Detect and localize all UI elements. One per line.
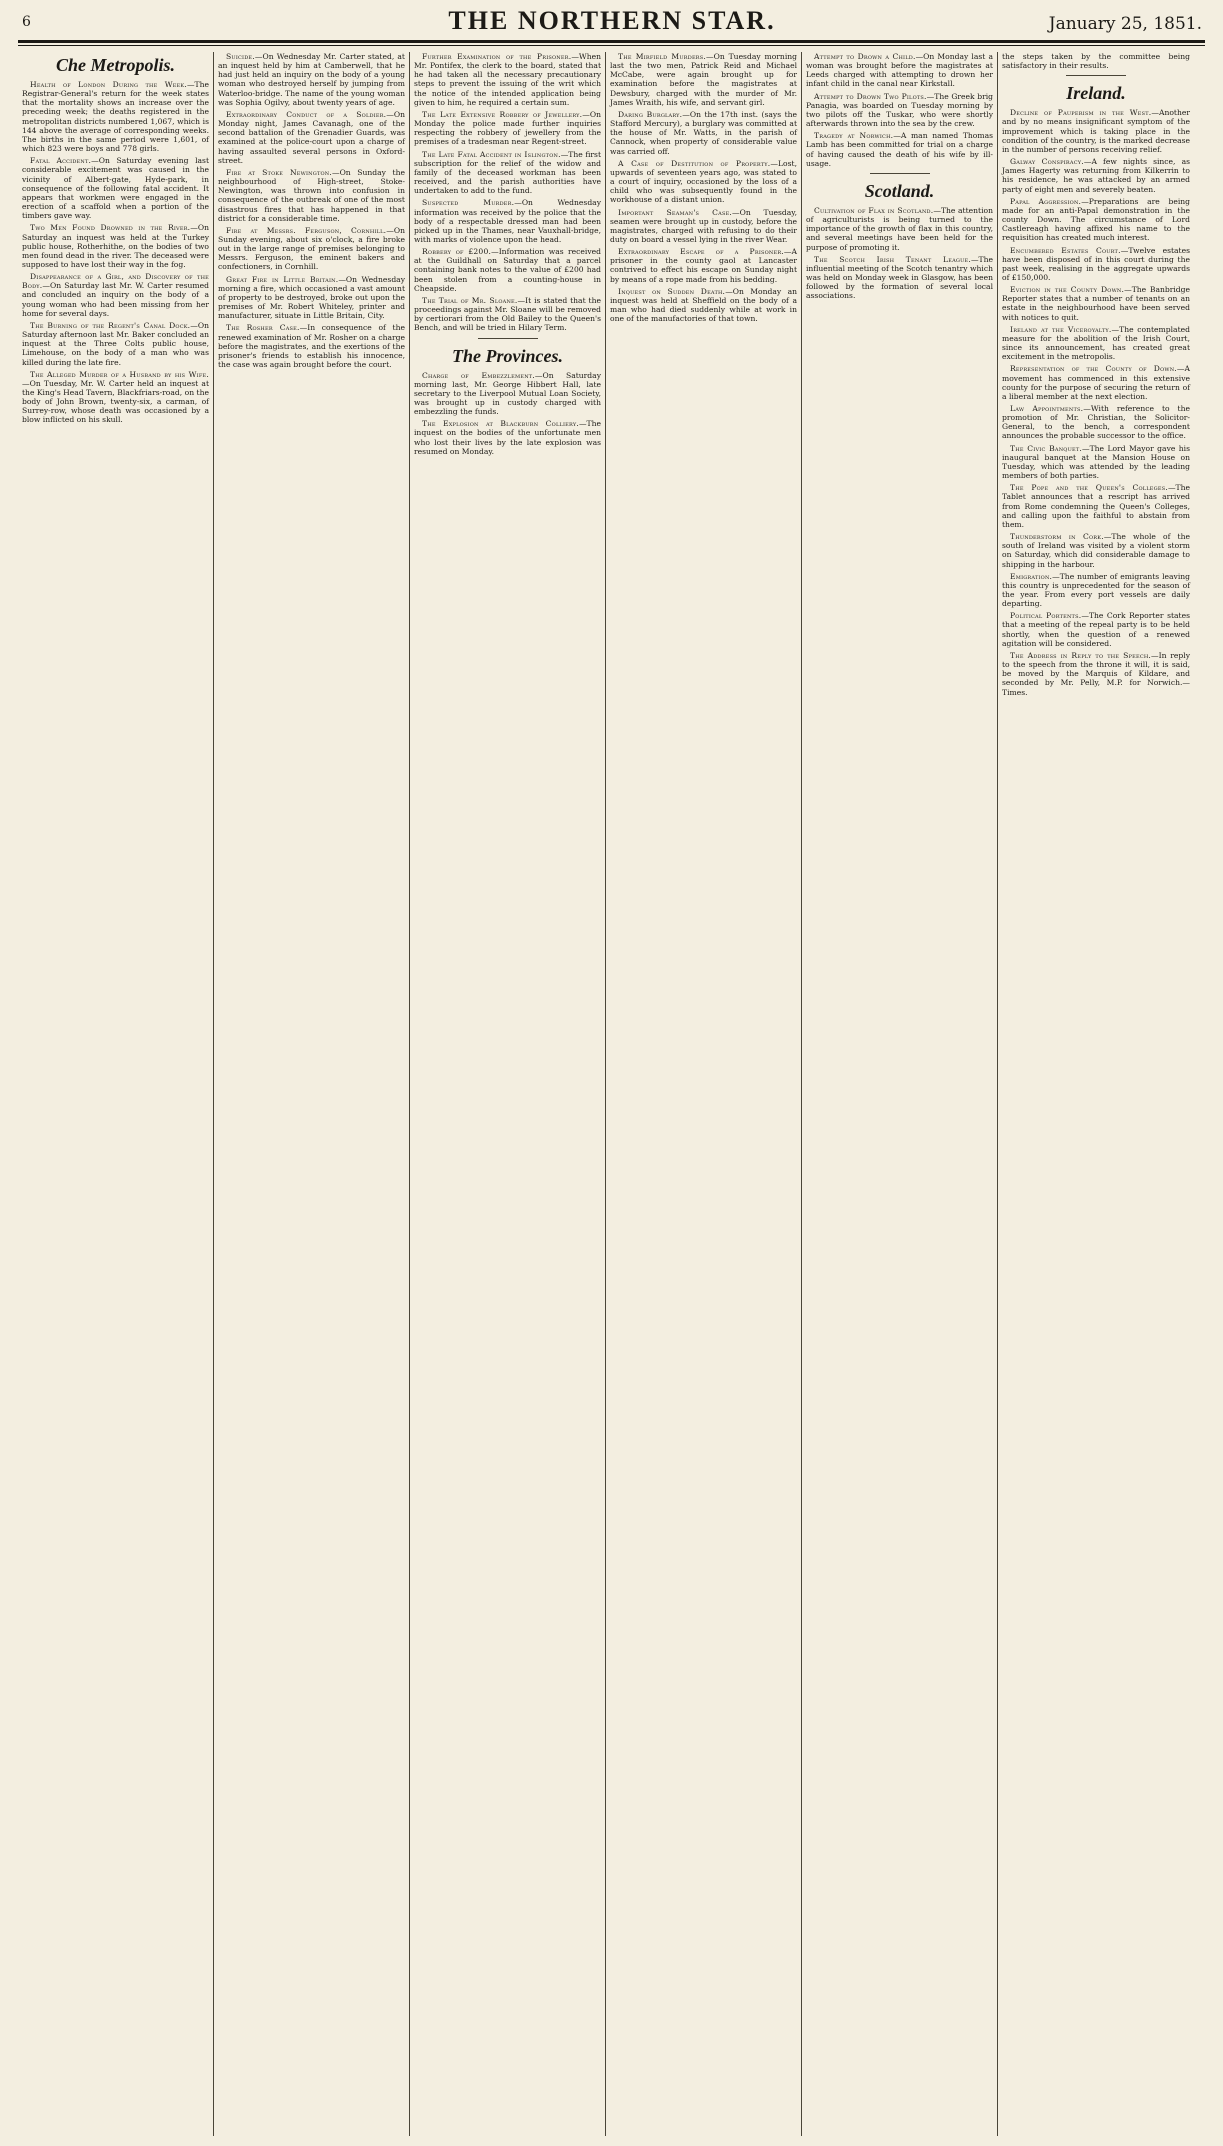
column-6 <box>998 52 1194 2136</box>
article-headline: Law Appointments. <box>1010 404 1084 413</box>
article-body: —The Registrar-General's return for the week states that the mortality shows an increase over the preceding week; the deaths registered in the metropolitan districts numbered 1,067, which is 144 above the average of corresponding weeks. The births in the same period were 1,601, of which 823 were boys and 778 girls. <box>22 80 209 154</box>
section-heading: Scotland. <box>864 180 935 201</box>
article-body: —The attention of agriculturists is being turned to the importance of the growth of flax in this country, and several meetings have been held for the purpose of promoting it. <box>806 205 993 252</box>
article-body: —It is stated that the proceedings against Mr. Sloane will be removed by certiorari from the Old Bailey to the Queen's Bench, and will be tried in Hilary Term. <box>414 295 601 333</box>
article <box>22 223 209 269</box>
article <box>1002 108 1190 154</box>
article <box>414 371 601 417</box>
article <box>22 156 209 220</box>
article-body: —The whole of the south of Ireland was visited by a violent storm on Saturday, which did considerable damage to shipping in the harbour. <box>1002 532 1190 569</box>
article <box>218 52 405 107</box>
article <box>414 296 601 333</box>
article-body: —On the 17th inst. (says the Stafford Mercury), a burglary was committed at the house of Mr. Watts, in the parish of Cannock, when property of considerable value was carried off. <box>610 109 798 156</box>
article-body: —The inquest on the bodies of the unfortunate men who lost their lives by the late explosion was resumed on Monday. <box>414 419 601 456</box>
article-headline: The Address in Reply to the Speech. <box>1010 650 1152 660</box>
article-headline: Tragedy at Norwich. <box>814 131 894 141</box>
article-headline: The Explosion at Blackburn Colliery. <box>422 419 579 429</box>
article-headline: The Civic Banquet. <box>1010 443 1082 453</box>
article <box>414 198 601 244</box>
article-headline: Political Portents. <box>1010 611 1082 621</box>
article-headline: Inquest on Sudden Death. <box>618 286 726 296</box>
article-body: —On Tuesday, Mr. W. Carter held an inquest at the King's Head Tavern, Blackfriars-road, on the body of John Brown, twenty-six, a carman, of Surrey-row, whose death was occasioned by a blow inflicted on his skull. <box>22 378 209 425</box>
article <box>806 255 993 301</box>
article-body: —The number of emigrants leaving this country is unprecedented for the season of the year. From every port vessels are daily departing. <box>1002 571 1190 609</box>
article <box>414 247 601 293</box>
article-headline: Disappearance of a Girl, and Discovery of the Body. <box>22 272 209 291</box>
article-body: —On Monday an inquest was held at Sheffield on the body of a man who had died suddenly while at work in one of the manufactories of that town. <box>610 286 798 324</box>
article-headline: Representation of the County of Down. <box>1010 364 1177 374</box>
article-body: —On Saturday an inquest was held at the Turkey public house, Rotherhithe, on the bodies of two men found dead in the river. The deceased were supposed to have lost their way in the fog. <box>22 223 209 269</box>
article-headline: Encumbered Estates Court. <box>1010 245 1121 255</box>
article-body: —The Lord Mayor gave his inaugural banquet at the Mansion House on Tuesday, which was attended by the leading members of both parties. <box>1002 443 1190 481</box>
article <box>22 80 209 153</box>
article-headline: Decline of Pauperism in the West. <box>1010 108 1152 118</box>
masthead <box>22 6 1202 36</box>
article-headline: Fire at Stoke Newington. <box>226 167 332 177</box>
article-headline: A Case of Destitution of Property. <box>618 158 771 168</box>
column-continuation-text: the steps taken by the committee being satisfactory in their results. <box>1002 52 1190 71</box>
article <box>610 287 797 324</box>
column-4 <box>606 52 802 2136</box>
article-headline: Further Examination of the Prisoner. <box>422 52 572 61</box>
article-body: —A man named Thomas Lamb has been committed for trial on a charge of having caused the death of his wife by ill-usage. <box>806 131 993 168</box>
article-body: —Twelve estates have been disposed of in this court during the past week, realising in the aggregate upwards of £150,000. <box>1002 245 1191 282</box>
article-headline: Suicide. <box>226 52 255 61</box>
article <box>610 52 797 107</box>
article-headline: The Pope and the Queen's Colleges. <box>1010 483 1168 493</box>
article-body: —On Tuesday morning last the two men, Patrick Reid and Michael McCabe, were again brought up for examination before the magistrates at Dewsbury, charged with the murder of Mr. James Wraith, his wife, and servant girl. <box>610 52 797 107</box>
section-heading: The Provinces. <box>452 345 563 366</box>
article <box>218 226 405 272</box>
article-headline: Emigration. <box>1010 571 1053 581</box>
column-2 <box>214 52 410 2136</box>
article <box>610 159 797 205</box>
article-headline: Attempt to Drown a Child. <box>814 52 916 61</box>
article-headline: The Trial of Mr. Sloane. <box>422 295 518 305</box>
article-body: —On Tuesday, seamen were brought up in custody, before the magistrates, charged with refusing to do their duty on board a vessel lying in the river Wear. <box>610 207 797 244</box>
article-body: —On Monday night, James Cavanagh, one of the second battalion of the Grenadier Guards, was examined at the police-court upon a charge of having assaulted several persons in Oxford-street. <box>218 109 405 165</box>
column-grid <box>18 52 1205 2136</box>
article-body: —The influential meeting of the Scotch tenantry which was held on Monday week in Glasgow, has been followed by the formation of several local associations. <box>806 254 993 301</box>
article <box>1002 364 1190 401</box>
article-headline: Extraordinary Escape of a Prisoner. <box>618 247 784 257</box>
article-headline: Daring Burglary. <box>618 109 683 119</box>
article-body: —On Saturday last Mr. W. Carter resumed and concluded an inquiry on the body of a young woman who had been missing from her home for several days. <box>22 281 209 318</box>
article <box>1002 611 1190 648</box>
article <box>806 206 993 252</box>
article-headline: Papal Aggression. <box>1010 196 1082 206</box>
article <box>1002 157 1190 194</box>
column-5 <box>802 52 998 2136</box>
section-heading: Ireland. <box>1066 83 1126 104</box>
article-headline: Two Men Found Drowned in the River. <box>30 223 191 233</box>
article-headline: Eviction in the County Down. <box>1010 285 1125 295</box>
article-body: —Lost, upwards of seventeen years ago, was stated to a court of inquiry, occasioned by the loss of a child who was subsequently found in the workhouse of a distant union. <box>610 158 797 205</box>
article <box>1002 197 1190 243</box>
article-body: —The first subscription for the relief of the widow and family of the deceased workman has been received, and the parish authorities have undertaken to add to the fund. <box>414 149 601 196</box>
article-headline: Galway Conspiracy. <box>1010 157 1084 167</box>
column-1 <box>18 52 214 2136</box>
article <box>1002 483 1190 529</box>
article-body: —Preparations are being made for an anti-Papal demonstration in the county Down. The circumstance of Lord Castlereagh having affixed his name to the requisition has created much interest. <box>1002 196 1190 243</box>
article-body: —On Sunday the neighbourhood of High-street, Stoke-Newington, was thrown into confusion in consequence of the outbreak of one of the most disastrous fires that has happened in that district for a considerable time. <box>218 167 405 223</box>
article-body: —A movement has commenced in this extensive county for the purpose of securing the return of a liberal member at the next election. <box>1002 364 1190 401</box>
article <box>1002 651 1190 697</box>
article-headline: Health of London During the Week. <box>30 80 187 89</box>
article-headline: Suspected Murder. <box>422 198 515 208</box>
article-body: —On Monday the police made further inquiries respecting the robbery of jewellery from the premises of a tradesman near Regent-street. <box>414 109 601 147</box>
column-3 <box>410 52 606 2136</box>
article <box>1002 246 1190 283</box>
article-headline: The Rosher Case. <box>226 323 300 333</box>
article-body: —A prisoner in the county gaol at Lancaster contrived to effect his escape on Sunday night by means of a rope made from his bedding. <box>610 247 797 284</box>
article <box>218 168 405 223</box>
article <box>1002 532 1190 569</box>
article <box>1002 404 1190 441</box>
article <box>806 131 993 168</box>
article-body: —On Monday last a woman was brought before the magistrates at Leeds charged with attempting to drown her infant child in the canal near Kirkstall. <box>806 52 993 89</box>
article <box>806 52 993 89</box>
article-headline: Ireland at the Viceroyalty. <box>1010 324 1112 334</box>
article <box>414 110 601 147</box>
article <box>806 92 993 129</box>
article <box>218 275 405 321</box>
article-body: —On Wednesday morning a fire, which occasioned a vast amount of property to be destroyed, broke out upon the premises of Mr. Robert Whiteley, printer and manufacturer, situate in Little Britain, City. <box>218 274 406 321</box>
article <box>610 110 797 156</box>
article-headline: Thunderstorm in Cork. <box>1010 532 1104 542</box>
section-heading: Che Metropolis. <box>55 55 175 75</box>
masthead-rule <box>18 40 1205 43</box>
article-body: —In consequence of the renewed examination of Mr. Rosher on a charge before the magistrates, and the exertions of the prisoner's friends to establish his innocence, the case was again brought before the court. <box>218 323 405 369</box>
article-headline: Charge of Embezzlement. <box>422 370 535 380</box>
article <box>610 208 797 245</box>
article-headline: Fatal Accident. <box>30 156 92 166</box>
article <box>414 52 601 107</box>
article-headline: Cultivation of Flax in Scotland. <box>814 205 934 215</box>
article-body: —The Tablet announces that a rescript has arrived from Rome condemning the Queen's Colleges, and calling upon the faithful to abstain from them. <box>1002 483 1190 529</box>
article-body: —On Wednesday information was received by the police that the body of a respectable dressed man had been picked up in the Thames, near Vauxhall-bridge, with marks of violence upon the head. <box>414 198 601 244</box>
article-headline: The Late Extensive Robbery of Jewellery. <box>422 109 583 119</box>
article <box>1002 572 1190 609</box>
article-headline: Important Seaman's Case. <box>618 207 733 217</box>
article-body: —The contemplated measure for the abolition of the Irish Court, since its announcement, has created great excitement in the metropolis. <box>1002 324 1190 362</box>
article <box>1002 325 1190 362</box>
article-body: —The Cork Reporter states that a meeting of the repeal party is to be held shortly, when the question of a renewed agitation will be considered. <box>1002 611 1190 648</box>
article-body: —Information was received at the Guildhall on Saturday that a parcel containing bank notes to the value of £200 had been stolen from a counting-house in Cheapside. <box>414 247 601 293</box>
section-divider <box>870 173 930 174</box>
article-headline: Robbery of £200. <box>422 247 492 257</box>
issue-date: January 25, 1851. <box>1048 14 1202 34</box>
article-headline: Extraordinary Conduct of a Soldier. <box>226 109 387 119</box>
article <box>1002 285 1190 322</box>
article <box>414 419 601 456</box>
article <box>22 370 209 425</box>
article-body: —On Sunday evening, about six o'clock, a fire broke out in the large range of premises belonging to Messrs. Ferguson, the eminent bakers and confectioners, in Cornhill. <box>218 225 405 272</box>
section-divider <box>1066 75 1126 76</box>
article <box>1002 444 1190 481</box>
article-body: —The Banbridge Reporter states that a number of tenants on an estate in the neighbourhood have been served with notices to quit. <box>1002 285 1190 322</box>
article-body: —Another and by no means insignificant symptom of the improvement which is taking place in the condition of the country, is the marked decrease in the number of persons receiving relief. <box>1002 108 1190 154</box>
article <box>610 247 797 284</box>
newspaper-title: THE NORTHERN STAR. <box>448 6 776 35</box>
masthead-rule-thin <box>18 45 1205 46</box>
article-body: —On Saturday evening last considerable excitement was caused in the vicinity of Albert-gate, Hyde-park, in consequence of the following fatal accident. It appears that workmen were engaged in the erection of a scaffold when a portion of the timbers gave way. <box>22 156 210 221</box>
article <box>218 110 405 165</box>
article-body: —On Saturday afternoon last Mr. Baker concluded an inquest at the Three Colts public house, Limehouse, on the body of a man who was killed during the late fire. <box>22 320 209 367</box>
page-number: 6 <box>22 14 31 30</box>
article-body: —On Wednesday Mr. Carter stated, at an inquest held by him at Camberwell, that he had just held an inquiry on the body of a young woman who destroyed herself by jumping from Waterloo-bridge. The name of the young woman was Sophia Ogilvy, about twenty years of age. <box>218 52 405 107</box>
article-headline: The Scotch Irish Tenant League. <box>814 254 971 264</box>
article-headline: The Late Fatal Accident in Islington. <box>422 149 561 159</box>
article-headline: Attempt to Drown Two Pilots. <box>814 91 927 101</box>
article <box>218 323 405 369</box>
article-body: —When Mr. Pontifex, the clerk to the board, stated that he had taken all the necessary precautionary steps to prevent the issuing of the writ which the notice of the intended application being given to him, he required a certain sum. <box>414 52 601 107</box>
article-body: —With reference to the promotion of Mr. Christian, the Solicitor-General, to the bench, a correspondent announces the probable successor to the office. <box>1002 404 1190 441</box>
article-headline: The Alleged Murder of a Husband by his Wife. <box>30 369 209 379</box>
article-body: —On Saturday morning last, Mr. George Hibbert Hall, late secretary to the Liverpool Mutual Loan Society, was brought up in custody charged with embezzling the funds. <box>414 370 601 417</box>
article <box>22 321 209 367</box>
section-divider <box>478 338 538 339</box>
article <box>414 150 601 196</box>
article-body: —In reply to the speech from the throne it will, it is said, be moved by the Marquis of Kildare, and seconded by Mr. Pelly, M.P. for Norwich.—Times. <box>1002 650 1190 697</box>
article-headline: The Mirfield Murders. <box>618 52 707 61</box>
article-headline: Fire at Messrs. Ferguson, Cornhill. <box>226 225 387 235</box>
article-body: —A few nights since, as James Hagerty was returning from Kilkerrin to his residence, he was attacked by an armed party of eight men and severely beaten. <box>1002 157 1191 194</box>
article-body: —The Greek brig Panagia, was boarded on Tuesday morning by two pilots off the Tuskar, who were shortly afterwards thrown into the sea by the crew. <box>806 91 993 129</box>
article-headline: Great Fire in Little Britain. <box>226 274 339 284</box>
article-headline: The Burning of the Regent's Canal Dock. <box>30 320 191 330</box>
article <box>22 272 209 318</box>
